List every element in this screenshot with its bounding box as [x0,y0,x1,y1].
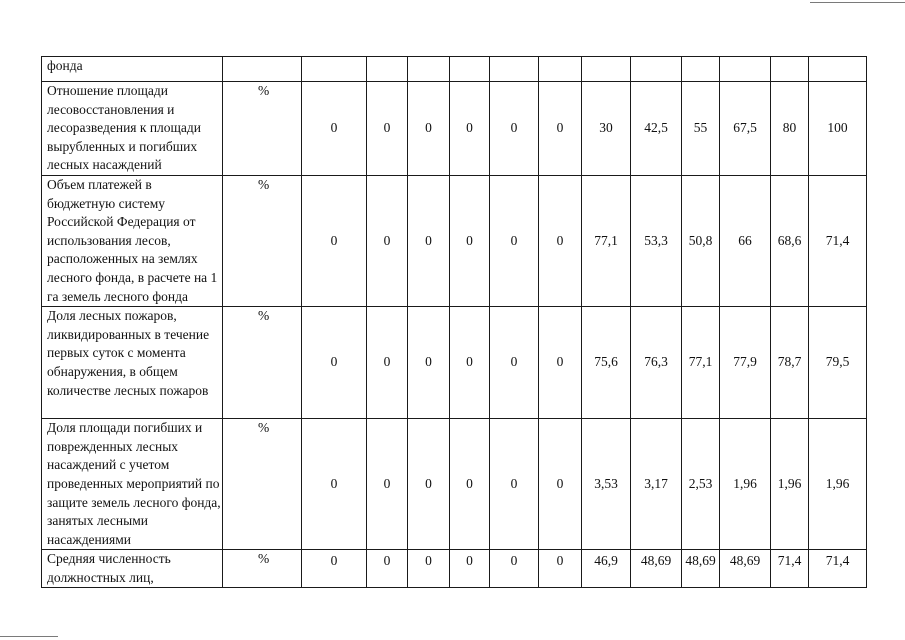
value-cell [809,57,867,82]
value-cell [302,175,367,306]
value: 0 [556,120,564,136]
value-cell [809,307,867,419]
indicators-table [41,56,867,588]
value: 0 [330,354,338,370]
value: 0 [383,232,391,248]
value-cell [539,82,582,176]
unit-cell [223,57,302,82]
value-cell [490,57,539,82]
value-cell [490,175,539,306]
value: 2,53 [688,475,713,491]
value: 71,4 [825,553,850,569]
value-cell [450,307,490,419]
value-cell [582,57,631,82]
unit-cell [223,550,302,588]
value: 0 [383,553,391,569]
value-cell [302,82,367,176]
value-cell [771,419,809,550]
value: 0 [425,475,432,491]
value: 53,3 [644,232,668,248]
table-row [42,82,867,176]
value-cell [720,175,771,306]
value: 77,1 [688,354,713,370]
value: 0 [466,553,473,569]
value-cell [720,550,771,588]
unit-value: % [258,420,270,436]
value-cell [490,82,539,176]
value: 0 [425,354,432,370]
value-cell [682,82,720,176]
value-cell [631,82,682,176]
table-row [42,419,867,550]
value: 48,69 [685,553,716,569]
indicator-name: Отношение площади лесовосстановления и лесоразведения к площади вырубленных и погибших лесных насаждений [47,83,202,173]
value-cell [809,82,867,176]
value-cell [490,419,539,550]
value-cell [809,175,867,306]
value-cell [539,550,582,588]
table-row [42,307,867,419]
value-cell [582,175,631,306]
unit-cell [223,175,302,306]
value: 0 [383,475,391,491]
value-cell [631,307,682,419]
value-cell [720,419,771,550]
indicator-name-cell [42,57,223,82]
value-cell [682,550,720,588]
value: 77,9 [733,354,757,370]
value: 50,8 [688,232,713,248]
value: 0 [466,354,473,370]
unit-cell [223,419,302,550]
indicator-name-cell [42,419,223,550]
value-cell [771,57,809,82]
value: 0 [510,553,518,569]
value: 0 [510,354,518,370]
value-cell [408,419,450,550]
value: 0 [556,354,564,370]
value: 71,4 [825,232,850,248]
indicator-name: Доля лесных пожаров, ликвидированных в течение первых суток с момента обнаружения, в общем количестве лесных пожаров [47,308,210,398]
value-cell [631,550,682,588]
value: 0 [383,120,391,136]
value-cell [631,57,682,82]
value: 0 [330,232,338,248]
value: 0 [383,354,391,370]
value-cell [682,419,720,550]
value-cell [490,307,539,419]
value-cell [408,57,450,82]
value-cell [367,82,408,176]
value-cell [809,419,867,550]
table-row [42,57,867,82]
value: 48,69 [729,553,761,569]
value-cell [367,419,408,550]
value: 0 [510,475,518,491]
indicator-name-cell [42,307,223,419]
value: 79,5 [825,354,850,370]
value-cell [408,550,450,588]
unit-value: % [258,176,270,192]
scan-edge-line [0,636,58,637]
value-cell [582,419,631,550]
value-cell [539,57,582,82]
unit-value: % [258,551,270,567]
value: 3,17 [644,475,668,491]
value-cell [582,82,631,176]
indicator-name: Средняя численность должностных лиц, [47,551,171,585]
unit-value: % [258,308,270,324]
value-cell [631,175,682,306]
scan-edge-line [810,2,905,3]
value-cell [809,550,867,588]
indicator-name: фонда [47,58,83,73]
value-cell [682,307,720,419]
indicator-name: Доля площади погибших и поврежденных лесных насаждений с учетом проведенных мероприятий по защите земель лесного фонда, занятых лесными насаждениями [47,420,221,547]
value-cell [631,419,682,550]
value: 42,5 [644,120,668,136]
value-cell [771,550,809,588]
value-cell [450,175,490,306]
value: 0 [425,553,432,569]
value-cell [367,550,408,588]
value: 3,53 [594,475,618,491]
value-cell [302,307,367,419]
table-row [42,175,867,306]
value-cell [771,82,809,176]
value-cell [682,175,720,306]
value: 0 [330,553,338,569]
value: 30 [599,120,613,136]
value-cell [771,175,809,306]
unit-cell [223,307,302,419]
value-cell [582,307,631,419]
value-cell [450,419,490,550]
value: 100 [827,120,848,136]
value: 0 [556,475,564,491]
value: 0 [466,232,473,248]
value: 0 [330,475,338,491]
indicator-name-cell [42,550,223,588]
value-cell [367,307,408,419]
unit-cell [223,82,302,176]
value: 48,69 [640,553,672,569]
value-cell [720,57,771,82]
value-cell [582,550,631,588]
value: 1,96 [777,475,802,491]
value: 0 [510,232,518,248]
value-cell [302,419,367,550]
value: 55 [693,120,708,136]
value-cell [682,57,720,82]
value: 1,96 [825,475,850,491]
indicator-name: Объем платежей в бюджетную систему Российской Федерация от использования лесов, расположенных на землях лесного фонда, в расчете на 1 га земель лесного фонда [47,176,218,304]
value: 46,9 [594,553,618,569]
value: 0 [556,232,564,248]
value: 0 [330,120,338,136]
value: 0 [466,475,473,491]
value-cell [367,57,408,82]
value-cell [720,82,771,176]
value-cell [539,307,582,419]
value: 1,96 [733,475,757,491]
value: 0 [510,120,518,136]
value-cell [450,82,490,176]
value-cell [450,550,490,588]
indicator-name-cell [42,175,223,306]
value: 78,7 [777,354,802,370]
value: 76,3 [644,354,668,370]
value: 80 [782,120,797,136]
value: 68,6 [777,232,802,248]
value: 0 [556,553,564,569]
value-cell [539,419,582,550]
value-cell [539,175,582,306]
value: 0 [425,120,432,136]
value-cell [367,175,408,306]
value: 67,5 [733,120,757,136]
indicator-name-cell [42,82,223,176]
value: 77,1 [594,232,618,248]
value-cell [490,550,539,588]
value: 66 [738,232,752,248]
value-cell [302,550,367,588]
value-cell [450,57,490,82]
value-cell [408,175,450,306]
value-cell [771,307,809,419]
value: 75,6 [594,354,618,370]
value: 0 [466,120,473,136]
unit-value: % [258,83,270,98]
value-cell [720,307,771,419]
value: 71,4 [777,553,802,569]
value: 0 [425,232,432,248]
value-cell [408,82,450,176]
value-cell [408,307,450,419]
table-row [42,550,867,588]
value-cell [302,57,367,82]
